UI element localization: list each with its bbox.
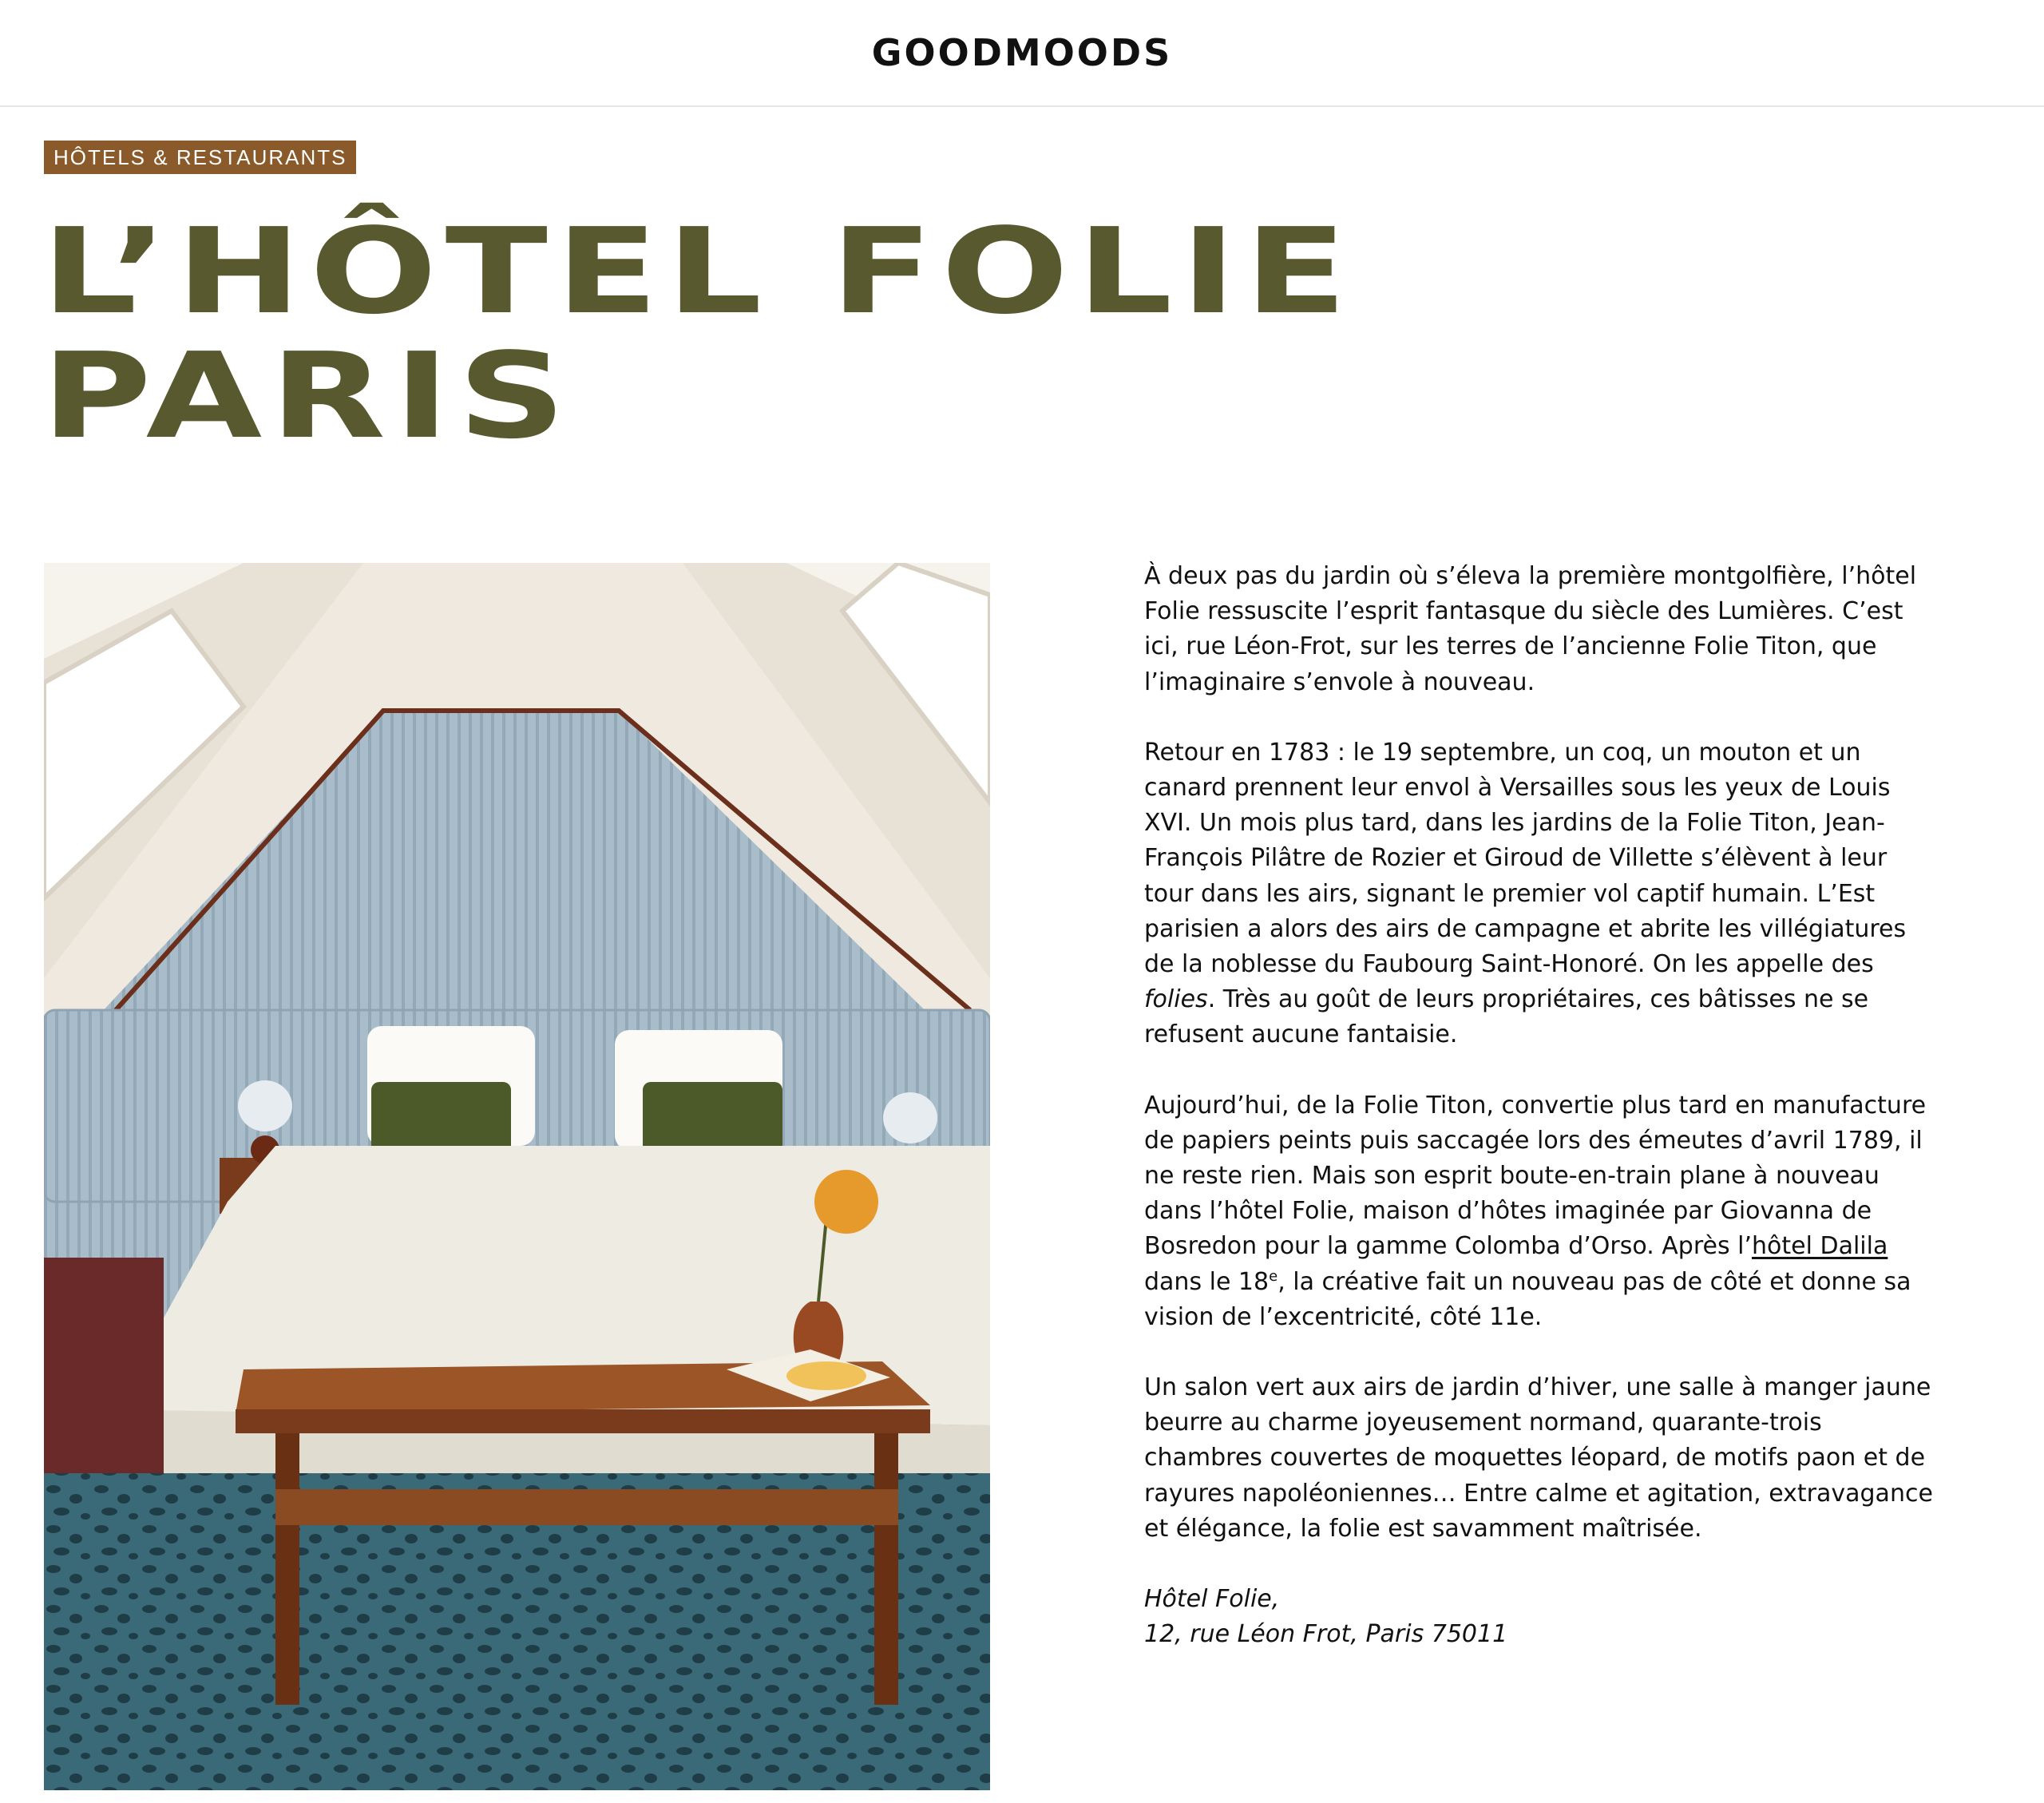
category-badge[interactable]: HÔTELS & RESTAURANTS <box>44 141 356 174</box>
site-logo[interactable]: GOODMOODS <box>871 31 1173 74</box>
paragraph-1: À deux pas du jardin où s’éleva la première montgolfière, l’hôtel Folie ressuscite l’esprit fantasque du siècle des Lumières. C’est ici, rue Léon-Frot, sur les terres de l’ancienne Folie Titon, que l’imaginaire s’envole à nouveau. <box>1144 562 1917 696</box>
paragraph-3-superscript: e <box>1269 1267 1278 1285</box>
hotel-room-illustration <box>44 563 990 1790</box>
address-line-2: 12, rue Léon Frot, Paris 75011 <box>1144 1620 1508 1649</box>
page-title <box>42 203 1356 465</box>
hotel-dalila-link[interactable]: hôtel Dalila <box>1752 1232 1888 1261</box>
paragraph-2-emphasis: folies <box>1144 985 1208 1014</box>
article-body <box>1144 559 1943 1687</box>
address-line-1: Hôtel Folie, <box>1144 1585 1280 1614</box>
paragraph-4: Un salon vert aux airs de jardin d’hiver, une salle à manger jaune beurre au charme joyeusement normand, quarante-trois chambres couvertes de moquettes léopard, de motifs paon et de rayures napoléoniennes… Entre calme et agitation, extravagance et élégance, la folie est savamment maîtrisée. <box>1144 1373 1933 1543</box>
paragraph-3-text: Aujourd’hui, de la Folie Titon, convertie plus tard en manufacture de papiers peints puis saccagée lors des émeutes d’avril 1789, il ne reste rien. Mais son esprit boute-en-train plane à nouveau dans l’hôtel Folie, maison d’hôtes imaginée par Giovanna de Bosredon pour la gamme Colomba d’Orso. Après l’ <box>1144 1091 1927 1261</box>
title-line-1: L’HÔTEL FOLIE <box>42 203 1356 340</box>
paragraph-3-text-mid: dans le 18 <box>1144 1267 1270 1296</box>
paragraph-3 <box>1144 1088 1943 1335</box>
title-line-2: PARIS <box>42 327 574 465</box>
paragraph-3-text-end: , la créative fait un nouveau pas de côté et donne sa vision de l’excentricité, côté 11e. <box>1144 1267 1911 1331</box>
paragraph-2-text: Retour en 1783 : le 19 septembre, un coq, un mouton et un canard prennent leur envol à Versailles sous les yeux de Louis XVI. Un mois plus tard, dans les jardins de la Folie Titon, Jean-François Pilâtre de Rozier et Giroud de Villette s’élèvent à leur tour dans les airs, signant le premier vol captif humain. L’Est parisien a alors des airs de campagne et abrite les villégiatures de la noblesse du Faubourg Saint-Honoré. On les appelle des <box>1144 738 1907 979</box>
paragraph-2 <box>1144 735 1943 1053</box>
paragraph-2-text-end: . Très au goût de leurs propriétaires, ces bâtisses ne se refusent aucune fantaisie. <box>1144 985 1869 1049</box>
hotel-room-photo <box>44 563 990 1790</box>
hotel-address <box>1144 1582 1943 1652</box>
site-header <box>0 0 2044 107</box>
